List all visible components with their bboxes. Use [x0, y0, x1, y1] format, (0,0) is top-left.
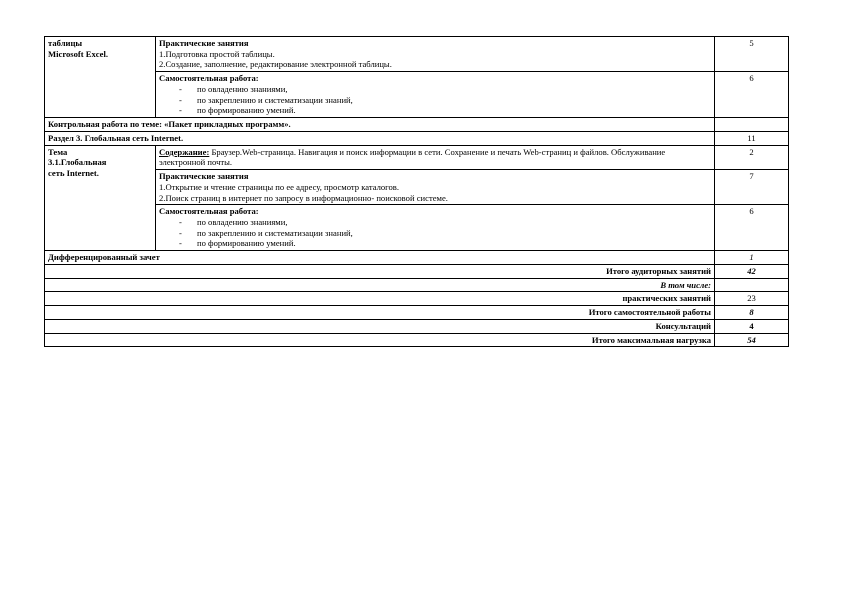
hours-cell: 11: [715, 131, 789, 145]
total-value: 54: [715, 333, 789, 347]
total-label: В том числе:: [45, 278, 715, 292]
list-item: - по формированию умений.: [179, 238, 711, 249]
total-label: Консультаций: [45, 319, 715, 333]
table-row: [45, 292, 789, 306]
practice-cell: [156, 170, 715, 205]
self-work-list: [159, 84, 711, 116]
table-row: [45, 333, 789, 347]
practice-item: 2.Поиск страниц в интернет по запросу в информационно- поисковой системе.: [159, 192, 448, 203]
topic-line: сеть Internet.: [48, 168, 99, 179]
self-work-cell: [156, 72, 715, 118]
table-row: [45, 37, 789, 72]
list-item: - по овладению знаниями,: [179, 84, 711, 95]
topic-line: Microsoft Excel.: [48, 48, 108, 59]
curriculum-table: [44, 36, 789, 347]
practice-item: 1.Подготовка простой таблицы.: [159, 48, 275, 59]
hours-cell: 6: [715, 72, 789, 118]
table-row: [45, 319, 789, 333]
table-row: [45, 306, 789, 320]
topic-cell-excel: [45, 37, 156, 118]
table-row: [45, 118, 789, 132]
table-row: [45, 264, 789, 278]
table-row: [45, 278, 789, 292]
practice-title: Практические занятия: [159, 38, 249, 48]
topic-line: Тема: [48, 146, 68, 157]
total-value: 42: [715, 264, 789, 278]
table-row: [45, 72, 789, 118]
list-item: - по формированию умений.: [179, 105, 711, 116]
self-work-title: Самостоятельная работа:: [159, 73, 259, 84]
table-row: [45, 131, 789, 145]
content-cell: [156, 145, 715, 169]
total-label: Итого самостоятельной работы: [45, 306, 715, 320]
hours-cell: 5: [715, 37, 789, 72]
total-value: 23: [715, 292, 789, 306]
total-value: [715, 278, 789, 292]
section-title: Раздел 3. Глобальная сеть Internet.: [45, 131, 715, 145]
practice-cell: [156, 37, 715, 72]
hours-cell: [715, 118, 789, 132]
table-row: [45, 145, 789, 169]
table-row: [45, 170, 789, 205]
practice-title: Практические занятия: [159, 171, 249, 182]
topic-cell-internet: [45, 145, 156, 251]
hours-cell: 1: [715, 251, 789, 265]
practice-item: 1.Открытие и чтение страницы по ее адресу, просмотр каталогов.: [159, 181, 399, 192]
self-work-title: Самостоятельная работа:: [159, 206, 259, 217]
hours-cell: 2: [715, 145, 789, 169]
total-label: Итого аудиторных занятий: [45, 264, 715, 278]
content-label: Содержание:: [159, 146, 210, 157]
table-row: [45, 251, 789, 265]
hours-cell: 7: [715, 170, 789, 205]
self-work-cell: [156, 205, 715, 251]
control-work-cell: Контрольная работа по теме: «Пакет прикладных программ».: [45, 118, 715, 132]
total-label: Итого максимальная нагрузка: [45, 333, 715, 347]
total-value: 4: [715, 319, 789, 333]
topic-line: 3.1.Глобальная: [48, 157, 107, 168]
total-value: 8: [715, 306, 789, 320]
total-label: практических занятий: [45, 292, 715, 306]
practice-item: 2.Создание, заполнение, редактирование электронной таблицы.: [159, 59, 392, 70]
self-work-list: [159, 217, 711, 249]
content-text: Браузер.Web-страница. Навигация и поиск информации в сети. Сохранение и печать Web-страниц и файлов. Обслуживание электронной почты.: [159, 146, 666, 168]
diff-test-cell: Дифференцированный зачет: [45, 251, 715, 265]
list-item: - по закреплению и систематизации знаний,: [179, 95, 711, 106]
list-item: - по овладению знаниями,: [179, 217, 711, 228]
list-item: - по закреплению и систематизации знаний,: [179, 228, 711, 239]
hours-cell: 6: [715, 205, 789, 251]
topic-line: таблицы: [48, 38, 83, 48]
table-row: [45, 205, 789, 251]
